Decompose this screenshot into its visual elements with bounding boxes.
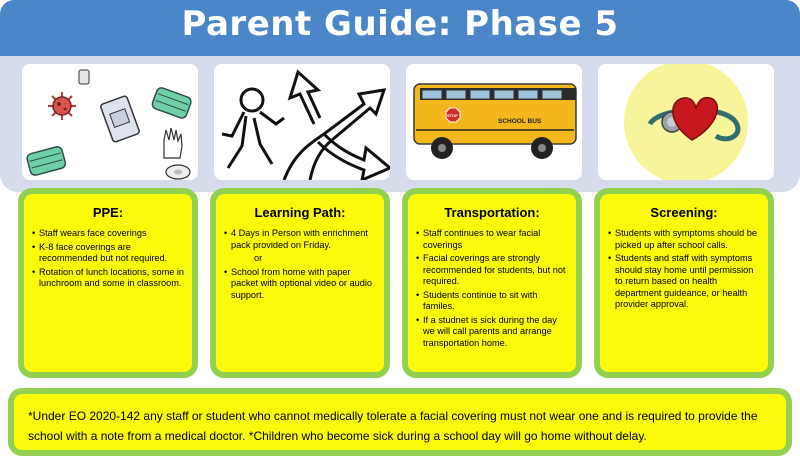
school-bus-illustration [406,64,582,180]
list-item: • Students with symptoms should be picked up after school calls. [608,228,762,251]
learning-path-card [210,188,390,378]
transportation-list [408,228,576,349]
list-item: • K-8 face coverings are recommended but not required. [32,242,186,265]
list-item: • 4 Days in Person with enrichment pack provided on Friday. [224,228,378,251]
learning-path-list [216,228,384,301]
toilet-paper-icon [166,165,190,179]
learning-path-illustration [214,64,390,180]
footer-note: *Under EO 2020-142 any staff or student who cannot medically tolerate a facial covering must not wear one and is required to provide the school with a note from a medical doctor. *Children who become sick during a school day will go home without delay. [8,388,792,456]
ppe-card-title: PPE: [92,205,124,220]
list-item: • Students continue to sit with familes. [416,290,570,313]
screening-list [600,228,768,311]
learning-path-card-title: Learning Path: [254,205,346,220]
stop-sign-label: STOP [447,113,458,118]
ppe-card [18,188,198,378]
ppe-list [24,228,192,290]
screening-card-title: Screening: [650,205,718,220]
bus-label: SCHOOL BUS [498,118,542,125]
transportation-card-title: Transportation: [444,205,540,220]
screening-illustration [598,64,774,180]
list-item: • Rotation of lunch locations, some in lunchroom and some in classroom. [32,267,186,290]
ppe-illustration [22,64,198,180]
page-title: Parent Guide: Phase 5 [181,4,619,44]
list-item: • Facial coverings are strongly recommended for students, but not required. [416,253,570,288]
virus-icon [48,92,76,120]
list-item: • Staff wears face coverings [32,228,186,240]
list-item: or [254,253,263,263]
list-item: • School from home with paper packet with optional video or audio support. [224,267,378,302]
list-item: • If a studnet is sick during the day we will call parents and arrange transportation home. [416,315,570,350]
list-item: • Staff continues to wear facial coverings [416,228,570,251]
screening-card [594,188,774,378]
list-item: • Students and staff with symptoms should stay home until permission to return based on health department guideance, or health provider approval. [608,253,762,311]
transportation-card [402,188,582,378]
